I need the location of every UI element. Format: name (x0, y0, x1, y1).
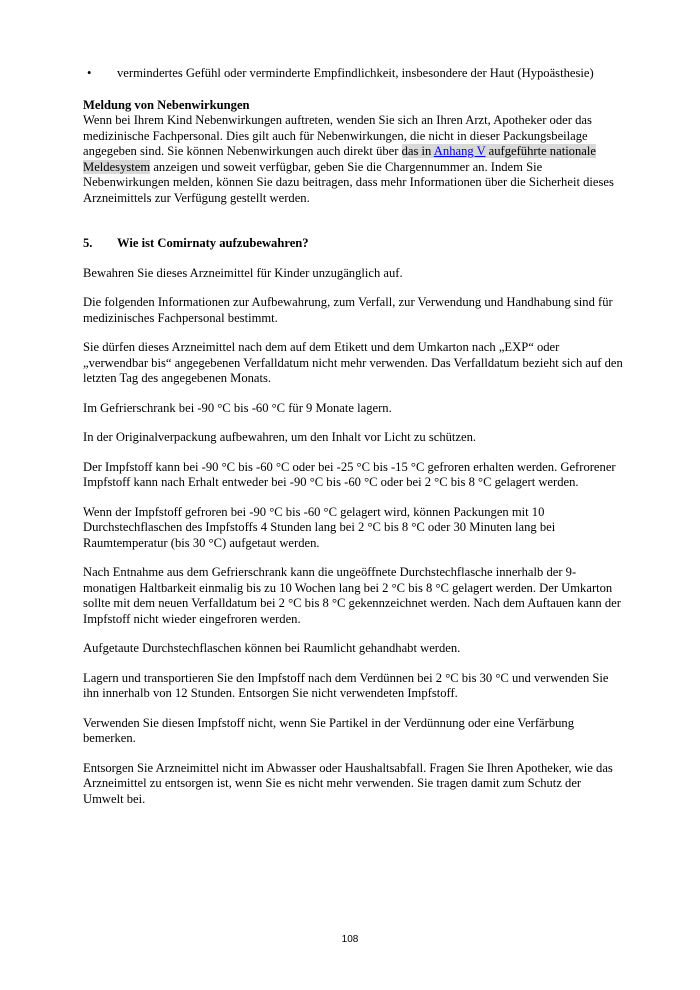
paragraph: Verwenden Sie diesen Impfstoff nicht, wenn Sie Partikel in der Verdünnung oder eine Verfärbung bemerken. (83, 715, 575, 745)
bullet-text: vermindertes Gefühl oder verminderte Empfindlichkeit, insbesondere der Haut (Hypoästhesie) (117, 66, 594, 80)
paragraph: In der Originalverpackung aufbewahren, um den Inhalt vor Licht zu schützen. (83, 430, 477, 444)
reporting-heading: Meldung von Nebenwirkungen (83, 97, 250, 112)
paragraph: Bewahren Sie dieses Arzneimittel für Kinder unzugänglich auf. (83, 265, 403, 280)
annex-v-link[interactable]: Anhang V (433, 144, 486, 158)
paragraph: Aufgetaute Durchstechflaschen können bei Raumlicht gehandhabt werden. (83, 641, 461, 655)
page-content (83, 66, 623, 807)
paragraph: Entsorgen Sie Arzneimittel nicht im Abwasser oder Haushaltsabfall. Fragen Sie Ihren Apotheker, wie das Arzneimittel zu entsorgen ist, wenn Sie es nicht mehr verwenden. Sie tragen damit zum Schutz der Umwelt bei. (83, 760, 613, 806)
reporting-paragraph (83, 113, 623, 206)
paragraph: Nach Entnahme aus dem Gefrierschrank kann die ungeöffnete Durchstechflasche innerhalb der 9-monatigen Haltbarkeit einmalig bis zu 10 Wochen lang bei 2 °C bis 8 °C gelagert werden. Der Umkarton sollte mit dem neuen Verfalldatum bei 2 °C bis 8 °C gekennzeichnet werden. Nach dem Auftauen kann der Impfstoff nicht wieder eingefroren werden. (83, 565, 621, 626)
section-heading (83, 236, 623, 252)
bullet-glyph: • (87, 66, 92, 80)
page-number: 108 (341, 934, 359, 945)
paragraph: Im Gefrierschrank bei -90 °C bis -60 °C für 9 Monate lagern. (83, 400, 392, 415)
reporting-highlight-post: aufgeführte nationale Meldesystem (83, 144, 596, 174)
reporting-highlight-pre: das in (401, 144, 434, 158)
paragraph: Sie dürfen dieses Arzneimittel nach dem auf dem Etikett und dem Umkarton nach „EXP“ oder „verwendbar bis“ angegebenen Verfalldatum nicht mehr verwenden. Das Verfalldatum bezieht sich auf den letzten Tag des angegebenen Monats. (83, 340, 623, 385)
reporting-text-start: Wenn bei Ihrem Kind Nebenwirkungen auftreten, wenden Sie sich an Ihren Arzt, Apotheker oder das medizinische Fachpersonal. Dies gilt auch für Nebenwirkungen, die nicht in dieser Packungsbeilage angegeben sind. Sie können Nebenwirkungen auch direkt über (83, 113, 592, 158)
paragraph: Die folgenden Informationen zur Aufbewahrung, zum Verfall, zur Verwendung und Handhabung sind für medizinisches Fachpersonal bestimmt. (83, 295, 613, 325)
bullet-item (83, 66, 623, 82)
section-number: 5. (83, 236, 93, 250)
reporting-text-end: anzeigen und soweit verfügbar, geben Sie die Chargennummer an. Indem Sie Nebenwirkungen melden, können Sie dazu beitragen, dass mehr Informationen über die Sicherheit dieses Arzneimittels zur Verfügung gestellt werden. (83, 159, 614, 205)
paragraph: Wenn der Impfstoff gefroren bei -90 °C bis -60 °C gelagert wird, können Packungen mit 10 Durchstechflaschen des Impfstoffs 4 Stunden lang bei 2 °C bis 8 °C oder 30 Minuten lang bei Raumtemperatur (bis 30 °C) aufgetaut werden. (83, 504, 556, 550)
paragraph: Lagern und transportieren Sie den Impfstoff nach dem Verdünnen bei 2 °C bis 30 °C und verwenden Sie ihn innerhalb von 12 Stunden. Entsorgen Sie nicht verwendeten Impfstoff. (83, 670, 609, 700)
section-title: Wie ist Comirnaty aufzubewahren? (117, 236, 309, 250)
paragraph: Der Impfstoff kann bei -90 °C bis -60 °C oder bei -25 °C bis -15 °C gefroren erhalten werden. Gefrorener Impfstoff kann nach Erhalt entweder bei -90 °C bis -60 °C oder bei 2 °C bis 8 °C gelagert werden. (83, 459, 616, 489)
